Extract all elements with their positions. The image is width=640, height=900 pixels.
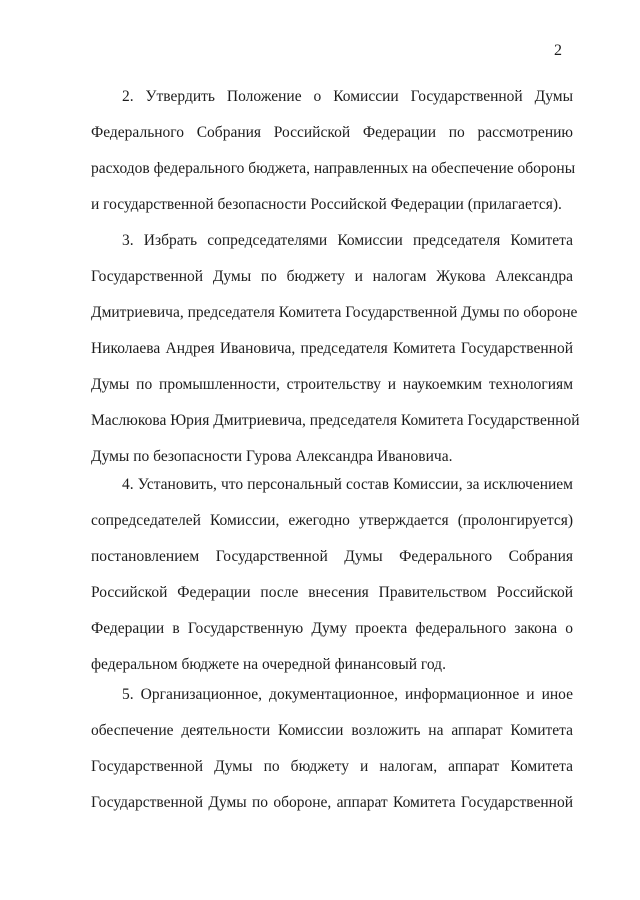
- paragraph-4-line-4: Российской Федерации после внесения Правительством Российской: [91, 584, 573, 601]
- paragraph-2-line-3: расходов федерального бюджета, направленных на обеспечение обороны: [91, 160, 576, 177]
- paragraph-3-line-2: Государственной Думы по бюджету и налогам Жукова Александра: [91, 268, 573, 285]
- paragraph-3-line-6: Маслюкова Юрия Дмитриевича, председателя Комитета Государственной: [91, 412, 580, 429]
- paragraph-3-line-7: Думы по безопасности Гурова Александра Ивановича.: [91, 448, 453, 465]
- paragraph-4-line-5: Федерации в Государственную Думу проекта федерального закона о: [91, 620, 573, 637]
- paragraph-3-line-5: Думы по промышленности, строительству и наукоемким технологиям: [91, 376, 573, 393]
- paragraph-3-line-1: 3. Избрать сопредседателями Комиссии председателя Комитета: [122, 232, 573, 249]
- paragraph-2-line-1: 2. Утвердить Положение о Комиссии Государственной Думы: [122, 88, 573, 105]
- paragraph-5-line-3: Государственной Думы по бюджету и налогам, аппарат Комитета: [91, 758, 573, 775]
- paragraph-5-line-2: обеспечение деятельности Комиссии возложить на аппарат Комитета: [91, 722, 573, 739]
- paragraph-4-line-6: федеральном бюджете на очередной финансовый год.: [91, 656, 446, 673]
- paragraph-4-line-2: сопредседателей Комиссии, ежегодно утверждается (пролонгируется): [91, 512, 573, 529]
- paragraph-2-line-2: Федерального Собрания Российской Федерации по рассмотрению: [91, 124, 573, 141]
- paragraph-2-line-4: и государственной безопасности Российской Федерации (прилагается).: [91, 196, 562, 213]
- paragraph-5-line-4: Государственной Думы по обороне, аппарат Комитета Государственной: [91, 794, 573, 811]
- page-number: 2: [554, 42, 562, 59]
- paragraph-5-line-1: 5. Организационное, документационное, информационное и иное: [122, 686, 573, 703]
- paragraph-4-line-1: 4. Установить, что персональный состав Комиссии, за исключением: [122, 476, 573, 493]
- paragraph-3-line-3: Дмитриевича, председателя Комитета Государственной Думы по обороне: [91, 304, 578, 321]
- paragraph-3-line-4: Николаева Андрея Ивановича, председателя Комитета Государственной: [91, 340, 573, 357]
- paragraph-4-line-3: постановлением Государственной Думы Федерального Собрания: [91, 548, 573, 565]
